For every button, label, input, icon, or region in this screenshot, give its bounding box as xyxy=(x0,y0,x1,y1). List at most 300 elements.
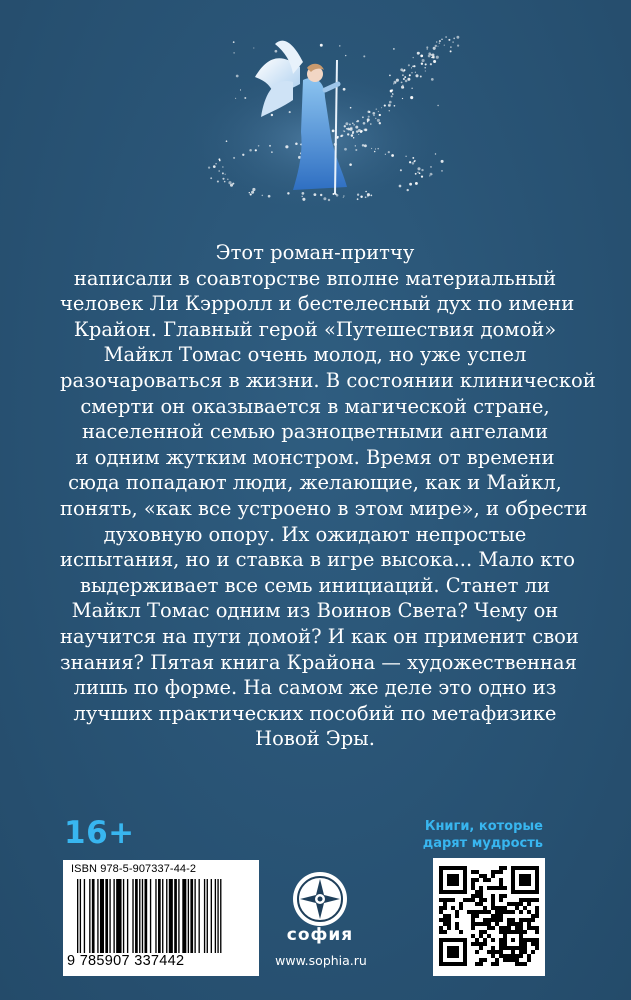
qr-module xyxy=(527,954,531,958)
qr-module xyxy=(511,902,515,906)
sparkle-dot xyxy=(376,108,378,110)
barcode-bar xyxy=(135,879,138,953)
sparkle-dot xyxy=(384,105,386,107)
qr-module xyxy=(443,902,447,906)
qr-module xyxy=(499,910,503,914)
barcode-bar xyxy=(194,879,195,953)
sparkle-dot xyxy=(343,195,344,196)
sparkle-dot xyxy=(358,134,359,135)
qr-module xyxy=(471,870,475,874)
sparkle-dot xyxy=(409,183,412,186)
qr-module xyxy=(455,922,459,926)
qr-module xyxy=(519,902,523,906)
qr-module xyxy=(487,922,491,926)
qr-module xyxy=(499,914,503,918)
qr-module xyxy=(443,918,447,922)
qr-module xyxy=(491,946,495,950)
blurb-line: и одним жутким монстром. Время от времени xyxy=(75,445,555,469)
barcode-bar xyxy=(174,879,177,953)
qr-module xyxy=(467,898,471,902)
sparkle-dot xyxy=(410,96,413,99)
sparkle-dot xyxy=(390,90,393,93)
sparkle-dot xyxy=(413,57,414,58)
sparkle-dot xyxy=(252,188,255,191)
qr-module xyxy=(527,910,531,914)
qr-module xyxy=(519,926,523,930)
qr-module xyxy=(491,870,495,874)
qr-module xyxy=(467,910,471,914)
qr-code[interactable] xyxy=(433,858,545,976)
book-blurb xyxy=(60,240,596,752)
sparkle-dot xyxy=(242,154,244,156)
sparkle-dot xyxy=(407,78,410,81)
qr-module xyxy=(527,902,531,906)
barcode-bar xyxy=(207,879,208,953)
sparkle-dot xyxy=(275,50,278,53)
qr-module xyxy=(519,954,523,958)
qr-module xyxy=(443,898,447,902)
qr-module xyxy=(479,962,483,966)
qr-module xyxy=(511,958,515,962)
sparkle-dot xyxy=(456,36,459,39)
qr-module xyxy=(483,942,487,946)
sparkle-dot xyxy=(224,181,226,183)
qr-module xyxy=(523,918,527,922)
sparkle-dot xyxy=(332,130,335,133)
sparkle-dot xyxy=(249,149,252,152)
barcode-bar xyxy=(84,879,85,953)
barcode-bar xyxy=(204,879,205,953)
qr-module xyxy=(455,926,459,930)
qr-module xyxy=(491,886,495,890)
qr-module xyxy=(531,918,535,922)
qr-module xyxy=(439,910,443,914)
qr-module xyxy=(475,870,479,874)
barcode-bar xyxy=(116,879,121,953)
qr-module xyxy=(479,934,483,938)
sparkle-dot xyxy=(411,88,412,89)
sparkle-dot xyxy=(371,148,372,149)
sparkle-dot xyxy=(426,46,428,48)
qr-module xyxy=(463,898,467,902)
qr-module xyxy=(531,926,535,930)
qr-module xyxy=(515,926,519,930)
sparkle-dot xyxy=(226,140,228,142)
sparkle-dot xyxy=(453,38,455,40)
sparkle-dot xyxy=(430,63,432,65)
sparkle-dot xyxy=(420,76,422,78)
qr-module xyxy=(531,914,535,918)
qr-module xyxy=(507,910,511,914)
barcode-bar xyxy=(215,879,216,953)
sparkle-dot xyxy=(232,183,234,185)
sparkle-dot xyxy=(436,41,437,42)
isbn-barcode xyxy=(63,860,259,976)
blurb-line: выдерживает все семь инициаций. Станет ли xyxy=(80,573,550,597)
qr-module xyxy=(499,866,503,870)
qr-module xyxy=(499,882,503,886)
sparkle-dot xyxy=(367,193,370,196)
sparkle-dot xyxy=(350,128,353,131)
blurb-line: лучших практических пособий по метафизике xyxy=(73,701,557,725)
qr-module xyxy=(483,878,487,882)
qr-module xyxy=(507,954,511,958)
qr-module xyxy=(523,938,527,942)
sparkle-dot xyxy=(401,81,403,83)
qr-module xyxy=(451,906,455,910)
qr-module xyxy=(523,930,527,934)
qr-module xyxy=(447,898,451,902)
sparkle-dot xyxy=(450,50,452,52)
qr-module xyxy=(471,882,475,886)
blurb-line: духовную опору. Их ожидают непростые xyxy=(103,522,527,546)
barcode-bar xyxy=(80,879,81,953)
sparkle-dot xyxy=(287,192,289,194)
blurb-line: знания? Пятая книга Крайона — художественная xyxy=(60,650,577,674)
qr-module xyxy=(495,918,499,922)
sparkle-dot xyxy=(218,170,220,172)
isbn-number: ISBN 978-5-907337-44-2 xyxy=(71,863,197,875)
sparkle-dot xyxy=(400,169,402,171)
qr-module xyxy=(487,950,491,954)
sparkle-dot xyxy=(424,67,426,69)
sparkle-dot xyxy=(435,153,436,154)
qr-module xyxy=(475,962,479,966)
sparkle-dot xyxy=(412,162,415,165)
barcode-bar xyxy=(132,879,133,953)
sparkle-dot xyxy=(420,55,423,58)
qr-module xyxy=(523,942,527,946)
barcode-bar xyxy=(211,879,212,953)
qr-module xyxy=(499,918,503,922)
qr-module xyxy=(511,950,515,954)
qr-module xyxy=(479,890,483,894)
qr-module xyxy=(471,926,475,930)
sparkle-dot xyxy=(320,44,323,47)
sparkle-dot xyxy=(363,122,366,125)
qr-module xyxy=(515,922,519,926)
qr-module xyxy=(491,926,495,930)
sparkle-dot xyxy=(343,130,344,131)
sparkle-dot xyxy=(399,185,402,188)
qr-module xyxy=(503,910,507,914)
qr-module xyxy=(531,950,535,954)
qr-module xyxy=(451,898,455,902)
sparkle-dot xyxy=(357,198,359,200)
sparkle-dot xyxy=(374,151,376,153)
sparkle-dot xyxy=(251,191,254,194)
sparkle-dot xyxy=(437,105,438,106)
sparkle-dot xyxy=(422,59,425,62)
sparkle-dot xyxy=(381,107,382,108)
sparkle-dot xyxy=(407,189,409,191)
sparkle-dot xyxy=(328,199,330,201)
sparkle-dot xyxy=(240,89,241,90)
sparkle-dot xyxy=(409,161,411,163)
barcode-bar xyxy=(113,879,114,953)
qr-module xyxy=(479,894,483,898)
qr-module xyxy=(523,950,527,954)
qr-module xyxy=(491,874,495,878)
sparkle-dot xyxy=(439,40,441,42)
sparkle-dot xyxy=(233,41,235,43)
blurb-line: лишь по форме. На самом же деле это одно из xyxy=(73,676,557,700)
sparkle-dot xyxy=(412,66,414,68)
qr-module xyxy=(527,926,531,930)
qr-module xyxy=(475,922,479,926)
qr-module xyxy=(471,918,475,922)
qr-module xyxy=(491,914,495,918)
qr-module xyxy=(535,938,539,942)
sparkle-dot xyxy=(336,194,339,197)
barcode-bar xyxy=(105,879,108,953)
barcode-bar xyxy=(162,879,163,953)
qr-module xyxy=(487,878,491,882)
sparkle-dot xyxy=(372,112,375,115)
sparkle-dot xyxy=(313,193,316,196)
sparkle-dot xyxy=(417,167,420,170)
sparkle-dot xyxy=(218,158,220,160)
qr-module xyxy=(519,898,523,902)
qr-module xyxy=(503,906,507,910)
blurb-line: понять, «как все устроено в этом мире», и обрести xyxy=(60,496,588,520)
qr-module xyxy=(499,878,503,882)
qr-module xyxy=(443,914,447,918)
sparkle-dot xyxy=(301,196,303,198)
qr-module xyxy=(527,938,531,942)
qr-module xyxy=(515,954,519,958)
sparkle-dot xyxy=(345,55,346,56)
qr-module xyxy=(503,866,507,870)
qr-module xyxy=(511,910,515,914)
sparkle-dot xyxy=(355,126,358,129)
qr-code-icon xyxy=(439,866,539,966)
sparkle-dot xyxy=(289,111,291,113)
qr-module xyxy=(479,942,483,946)
sparkle-dot xyxy=(425,63,427,65)
sparkle-dot xyxy=(363,55,365,57)
qr-module xyxy=(535,926,539,930)
sparkle-dot xyxy=(343,88,346,91)
sparkle-dot xyxy=(233,52,234,53)
qr-module xyxy=(499,930,503,934)
qr-module xyxy=(499,886,503,890)
barcode-bar xyxy=(182,879,186,953)
barcode-bar xyxy=(150,879,151,953)
sparkle-dot xyxy=(394,105,396,107)
qr-module xyxy=(535,914,539,918)
sparkle-dot xyxy=(262,195,264,197)
barcode-bar xyxy=(139,879,140,953)
qr-module xyxy=(535,910,539,914)
sophia-logo-icon xyxy=(291,870,349,928)
sparkle-dot xyxy=(269,145,271,147)
qr-module xyxy=(519,922,523,926)
sparkle-dot xyxy=(351,134,354,137)
barcode-bar xyxy=(166,879,167,953)
qr-module xyxy=(499,946,503,950)
qr-module xyxy=(491,962,495,966)
blurb-line: Крайон. Главный герой «Путешествия домой» xyxy=(73,317,557,341)
sparkle-dot xyxy=(349,163,352,166)
qr-module xyxy=(495,914,499,918)
sparkle-dot xyxy=(255,149,257,151)
sparkle-dot xyxy=(362,144,364,146)
sparkle-dot xyxy=(444,45,445,46)
qr-module xyxy=(443,930,447,934)
sparkle-dot xyxy=(389,75,391,77)
sparkle-dot xyxy=(437,46,438,47)
sparkle-dot xyxy=(228,181,231,184)
qr-module xyxy=(491,898,495,902)
sparkle-dot xyxy=(419,172,421,174)
qr-module xyxy=(471,886,475,890)
barcode-bar xyxy=(142,879,143,953)
sparkle-dot xyxy=(396,79,399,82)
sparkle-dot xyxy=(222,166,223,167)
qr-module xyxy=(479,922,483,926)
blurb-line: Этот роман-притчу xyxy=(215,241,415,264)
barcode-bar xyxy=(220,879,221,953)
sparkle-dot xyxy=(392,94,393,95)
sparkle-dot xyxy=(271,114,273,116)
qr-module xyxy=(479,910,483,914)
sparkle-dot xyxy=(433,47,436,50)
sparkle-dot xyxy=(441,39,442,40)
qr-module xyxy=(475,950,479,954)
qr-module xyxy=(439,906,443,910)
tagline-line-1: Книги, которые xyxy=(424,819,543,834)
tagline-line-2: дарят мудрость xyxy=(422,836,543,851)
qr-module xyxy=(471,878,475,882)
sparkle-dot xyxy=(213,165,216,168)
sparkle-dot xyxy=(388,151,390,153)
sparkle-dot xyxy=(391,95,393,97)
qr-module xyxy=(447,926,451,930)
qr-module xyxy=(471,942,475,946)
sparkle-dot xyxy=(227,178,229,180)
qr-module xyxy=(495,886,499,890)
qr-module xyxy=(523,946,527,950)
blurb-line: испытания, но и ставка в игре высока... Мало кто xyxy=(60,548,576,572)
sparkle-dot xyxy=(353,137,354,138)
sparkle-dot xyxy=(393,83,394,84)
qr-module xyxy=(499,870,503,874)
sparkle-dot xyxy=(412,157,414,159)
qr-module xyxy=(483,874,487,878)
qr-module xyxy=(523,898,527,902)
qr-module xyxy=(479,886,483,890)
sparkle-dot xyxy=(210,177,212,179)
qr-module xyxy=(487,934,491,938)
sparkle-dot xyxy=(362,116,364,118)
barcode-bar xyxy=(89,879,90,953)
qr-module xyxy=(475,938,479,942)
qr-module xyxy=(471,922,475,926)
sparkle-dot xyxy=(344,125,346,127)
qr-module xyxy=(459,906,463,910)
sparkle-dot xyxy=(379,122,381,124)
sparkle-dot xyxy=(448,39,450,41)
qr-module xyxy=(499,926,503,930)
qr-module xyxy=(515,902,519,906)
qr-module xyxy=(491,950,495,954)
sparkle-dot xyxy=(415,74,418,77)
sparkle-dot xyxy=(435,45,437,47)
barcode-bar xyxy=(199,879,200,953)
qr-module xyxy=(439,898,443,902)
qr-module xyxy=(487,926,491,930)
qr-module xyxy=(483,918,487,922)
sparkle-dot xyxy=(415,182,418,185)
qr-module xyxy=(443,906,447,910)
barcode-bar xyxy=(155,879,156,953)
sparkle-dot xyxy=(352,132,354,134)
qr-module xyxy=(475,894,479,898)
qr-module xyxy=(499,954,503,958)
blurb-line: человек Ли Кэрролл и бестелесный дух по имени xyxy=(60,292,575,316)
sparkle-dot xyxy=(345,122,348,125)
qr-module xyxy=(499,898,503,902)
qr-module xyxy=(523,962,527,966)
barcode-bar xyxy=(92,879,95,953)
qr-module xyxy=(475,902,479,906)
barcode-digits: 9 785907 337442 xyxy=(67,953,185,969)
blurb-line: написали в соавторстве вполне материальный xyxy=(73,266,557,290)
qr-module xyxy=(483,910,487,914)
sparkle-dot xyxy=(222,178,224,180)
barcode-bar xyxy=(100,879,104,953)
sparkle-dot xyxy=(364,144,367,147)
qr-module xyxy=(519,950,523,954)
qr-module xyxy=(495,922,499,926)
qr-module xyxy=(535,906,539,910)
publisher-website[interactable]: www.sophia.ru xyxy=(275,953,367,968)
qr-module xyxy=(483,922,487,926)
sparkle-dot xyxy=(457,45,459,47)
qr-module xyxy=(507,922,511,926)
qr-module xyxy=(439,930,443,934)
qr-module xyxy=(487,886,491,890)
qr-module xyxy=(447,914,451,918)
sparkle-dot xyxy=(365,191,367,193)
sparkle-dot xyxy=(373,115,374,116)
sparkle-dot xyxy=(346,128,347,129)
qr-module xyxy=(499,894,503,898)
sparkle-dot xyxy=(377,148,379,150)
sparkle-dot xyxy=(360,196,362,198)
sparkle-dot xyxy=(389,101,392,104)
qr-module xyxy=(471,910,475,914)
sparkle-dot xyxy=(430,173,433,176)
sparkle-dot xyxy=(402,87,404,89)
sparkle-dot xyxy=(415,173,417,175)
blurb-line: Майкл Томас одним из Воинов Света? Чему он xyxy=(71,599,559,623)
sparkle-dot xyxy=(367,196,368,197)
sparkle-dot xyxy=(347,128,350,131)
publisher-name: софия xyxy=(286,925,354,945)
sparkle-dot xyxy=(302,198,305,201)
barcode-bar xyxy=(158,879,161,953)
qr-module xyxy=(471,914,475,918)
barcode-bar xyxy=(77,879,78,953)
qr-module xyxy=(475,942,479,946)
sparkle-dot xyxy=(400,68,403,71)
qr-module xyxy=(495,906,499,910)
sparkle-dot xyxy=(339,45,340,46)
qr-module xyxy=(471,894,475,898)
qr-module xyxy=(519,918,523,922)
